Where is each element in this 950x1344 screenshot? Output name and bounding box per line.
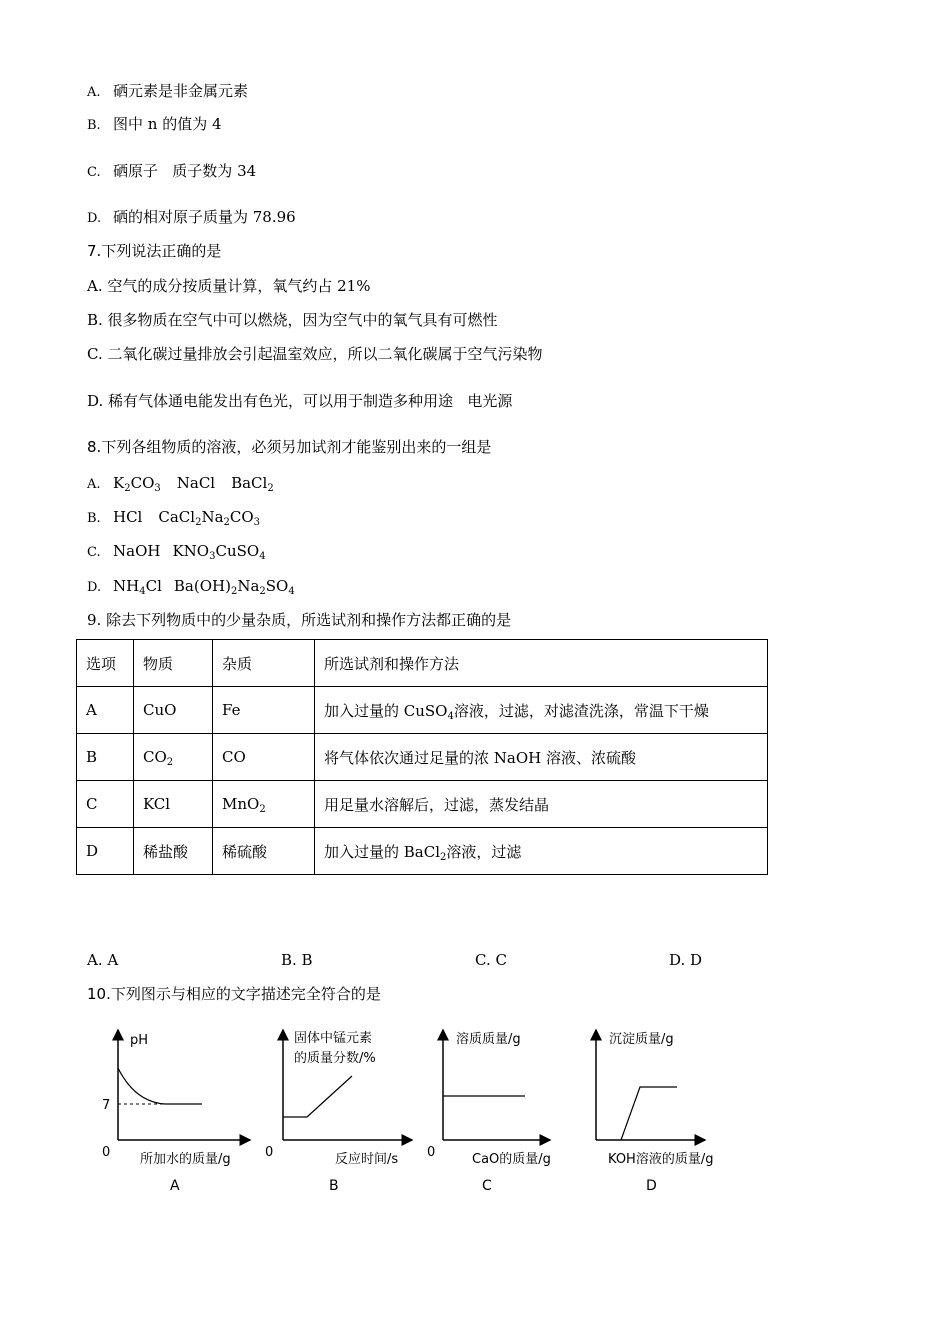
formula: NaOH — [113, 542, 161, 560]
q7-stem — [87, 241, 221, 261]
table-cell: A — [77, 687, 134, 734]
formula: Na — [237, 577, 260, 595]
q6-option-d-label: D. — [87, 211, 102, 226]
subscript: 3 — [154, 483, 161, 494]
graph-a-tick-7: 7 — [102, 1098, 111, 1113]
table-row — [77, 781, 768, 828]
q6-option-b — [87, 114, 222, 136]
q8-option-a-label: A. — [87, 477, 101, 492]
table-row — [77, 687, 768, 734]
formula: NH — [113, 577, 140, 595]
ph-curve — [118, 1068, 202, 1104]
mn-fraction-line — [283, 1076, 352, 1117]
q8-option-d-label: D. — [87, 580, 102, 595]
formula: HCl — [113, 508, 143, 526]
cell-text: CO — [143, 748, 167, 766]
subscript: 2 — [259, 586, 266, 597]
q9-answer-b: B. B — [281, 951, 313, 969]
table-cell: 将气体依次通过足量的浓 NaOH 溶液、浓硫酸 — [315, 734, 768, 781]
q6-option-c — [87, 161, 256, 183]
header-cell: 所选试剂和操作方法 — [315, 640, 768, 687]
formula: Na — [201, 508, 224, 526]
q10-stem-text: 下列图示与相应的文字描述完全符合的是 — [110, 985, 381, 1003]
table-cell: C — [77, 781, 134, 828]
graph-c-origin: 0 — [427, 1145, 436, 1160]
q8-stem-text: 下列各组物质的溶液，必须另加试剂才能鉴别出来的一组是 — [101, 438, 492, 456]
subscript: 2 — [267, 483, 274, 494]
q8-stem — [87, 437, 491, 457]
header-cell: 杂质 — [213, 640, 315, 687]
subscript: 2 — [230, 586, 238, 597]
formula: K — [113, 474, 125, 492]
header-cell: 物质 — [134, 640, 213, 687]
q9-table — [76, 639, 768, 875]
graph-b-origin: 0 — [265, 1145, 274, 1160]
graph-a-xlabel: 所加水的质量/g — [140, 1152, 231, 1167]
q9-answer-a: A. A — [87, 951, 119, 969]
q7-option-a: A. 空气的成分按质量计算，氧气约占 21% — [87, 277, 371, 295]
cell-text: 溶液，过滤 — [446, 842, 522, 861]
q9-stem: 9. 除去下列物质中的少量杂质，所选试剂和操作方法都正确的是 — [87, 611, 512, 629]
graph-b-caption: B — [329, 1178, 339, 1194]
graph-c-xlabel: CaO的质量/g — [472, 1152, 551, 1167]
q10-graphs — [0, 1010, 950, 1250]
q7-option-c: C. 二氧化碳过量排放会引起温室效应，所以二氧化碳属于空气污染物 — [87, 345, 543, 363]
formula: CuSO — [215, 542, 260, 560]
q9-answer-c: C. C — [475, 951, 507, 969]
table-header-row — [77, 640, 768, 687]
cell-text: 加入过量的 CuSO — [324, 701, 448, 720]
formula: Cl — [145, 577, 162, 595]
q6-option-a — [87, 81, 248, 103]
q7-option-d: D. 稀有气体通电能发出有色光，可以用于制造多种用途 电光源 — [87, 392, 513, 410]
graph-b — [265, 1030, 412, 1194]
table-cell: B — [77, 734, 134, 781]
subscript: 3 — [253, 517, 261, 528]
q8-option-a — [87, 473, 274, 495]
subscript: 4 — [447, 710, 454, 722]
table-cell: D — [77, 828, 134, 875]
table-row — [77, 828, 768, 875]
subscript: 2 — [124, 483, 131, 494]
formula: SO — [265, 577, 289, 595]
formula: NaCl — [176, 474, 216, 492]
table-cell: Fe — [213, 687, 315, 734]
subscript: 4 — [288, 586, 295, 597]
table-cell: 稀硫酸 — [213, 828, 315, 875]
graph-d — [596, 1030, 713, 1194]
subscript: 4 — [139, 586, 146, 597]
subscript: 2 — [166, 757, 174, 768]
q7-stem-text: 下列说法正确的是 — [101, 242, 222, 260]
graph-c-caption: C — [482, 1178, 492, 1194]
table-cell — [315, 687, 768, 734]
cell-text: 加入过量的 BaCl — [324, 842, 441, 861]
formula: BaCl — [231, 474, 268, 492]
subscript: 2 — [440, 851, 447, 863]
table-cell: CuO — [134, 687, 213, 734]
graph-c-ylabel: 溶质质量/g — [456, 1032, 521, 1047]
cell-text: 溶液，过滤，对滤渣洗涤，常温下干燥 — [453, 701, 709, 720]
graph-b-ylabel-2: 的质量分数/% — [294, 1051, 376, 1066]
graph-b-xlabel: 反应时间/s — [335, 1152, 399, 1167]
q6-option-b-text: 图中 n 的值为 4 — [113, 115, 222, 133]
q6-option-c-text: 硒原子 质子数为 34 — [113, 162, 257, 180]
table-cell: CO — [213, 734, 315, 781]
precipitate-line — [621, 1087, 677, 1140]
graph-a-ylabel: pH — [130, 1033, 149, 1048]
q7-number: 7. — [87, 242, 102, 260]
formula: KNO — [172, 542, 210, 560]
q10-stem — [87, 984, 381, 1004]
q8-option-d — [87, 576, 295, 598]
subscript: 3 — [209, 551, 216, 562]
q6-option-a-label: A. — [87, 85, 101, 100]
q7-option-b: B. 很多物质在空气中可以燃烧，因为空气中的氧气具有可燃性 — [87, 311, 498, 329]
header-cell: 选项 — [77, 640, 134, 687]
q8-option-b — [87, 507, 260, 529]
table-row — [77, 734, 768, 781]
graph-a-origin: 0 — [102, 1145, 111, 1160]
graph-a — [102, 1030, 250, 1194]
q6-option-d — [87, 207, 296, 229]
q6-option-a-text: 硒元素是非金属元素 — [113, 82, 249, 100]
q9-answer-d: D. D — [669, 951, 703, 969]
formula: CO — [229, 508, 254, 526]
q10-number: 10. — [87, 985, 111, 1003]
table-cell — [315, 828, 768, 875]
table-cell: 稀盐酸 — [134, 828, 213, 875]
q8-option-b-label: B. — [87, 511, 101, 526]
table-cell — [213, 781, 315, 828]
q6-option-c-label: C. — [87, 165, 101, 180]
table-cell: KCl — [134, 781, 213, 828]
q8-option-c-label: C. — [87, 545, 101, 560]
formula: CO — [130, 474, 155, 492]
q8-number: 8. — [87, 438, 102, 456]
formula: CaCl — [158, 508, 196, 526]
subscript: 2 — [195, 517, 202, 528]
table-cell — [134, 734, 213, 781]
q8-option-c — [87, 541, 266, 563]
subscript: 2 — [259, 804, 266, 815]
subscript: 2 — [223, 517, 230, 528]
subscript: 4 — [259, 551, 266, 562]
graph-d-xlabel: KOH溶液的质量/g — [608, 1152, 714, 1167]
graph-c — [427, 1030, 551, 1194]
graph-d-caption: D — [646, 1178, 657, 1194]
q6-option-b-label: B. — [87, 118, 101, 133]
table-cell: 用足量水溶解后，过滤，蒸发结晶 — [315, 781, 768, 828]
graph-a-caption: A — [170, 1178, 180, 1194]
formula: Ba(OH) — [173, 577, 231, 595]
q6-option-d-text: 硒的相对原子质量为 78.96 — [113, 208, 296, 226]
graph-b-ylabel-1: 固体中锰元素 — [294, 1031, 373, 1046]
cell-text: MnO — [222, 795, 260, 813]
graph-d-ylabel: 沉淀质量/g — [609, 1032, 674, 1047]
